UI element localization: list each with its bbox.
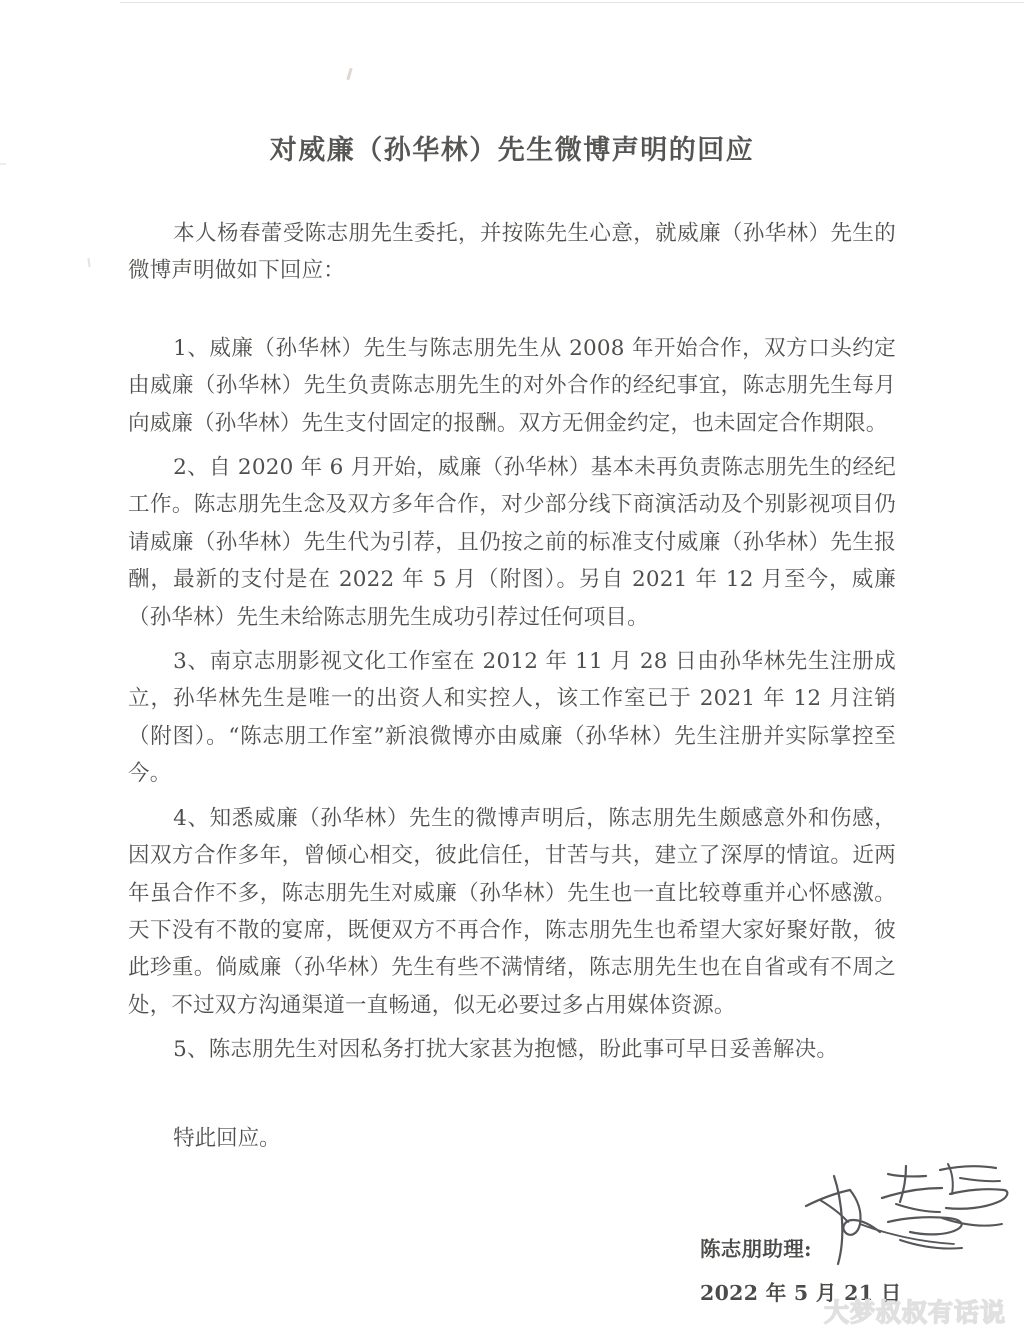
numbered-item-3: 3、南京志朋影视文化工作室在 2012 年 11 月 28 日由孙华林先生注册成立，孙华林先生是唯一的出资人和实控人，该工作室已于 2021 年 12 月注销（附图）。“陈志朋工作室”新浪微博亦由威廉（孙华林）先生注册并实际掌控至今。 [128, 649, 896, 787]
watermark: 大梦叔叔有话说 [823, 1298, 1006, 1327]
page-title: 对威廉（孙华林）先生微博声明的回应 [269, 135, 755, 166]
intro-paragraph: 本人杨春蕾受陈志朋先生委托，并按陈先生心意，就威廉（孙华林）先生的微博声明做如下回应： [128, 221, 896, 284]
scan-artifact [87, 258, 90, 267]
scan-artifact [346, 68, 352, 80]
closing-paragraph: 特此回应。 [173, 1126, 281, 1151]
signer-label: 陈志朋助理: [700, 1237, 812, 1261]
numbered-item-4: 4、知悉威廉（孙华林）先生的微博声明后，陈志朋先生颇感意外和伤感，因双方合作多年，曾倾心相交，彼此信任，甘苦与共，建立了深厚的情谊。近两年虽合作不多，陈志朋先生对威廉（孙华林）先生也一直比较尊重并心怀感激。天下没有不散的宴席，既便双方不再合作，陈志朋先生也希望大家好聚好散，彼此珍重。倘威廉（孙华林）先生有些不满情绪，陈志朋先生也在自省或有不周之处，不过双方沟通渠道一直畅通，似无必要过多占用媒体资源。 [128, 805, 896, 1018]
signature-date: 2022 年 5 月 21 日 [700, 1281, 902, 1305]
numbered-item-5: 5、陈志朋先生对因私务打扰大家甚为抱憾，盼此事可早日妥善解决。 [173, 1037, 839, 1063]
numbered-item-1: 1、威廉（孙华林）先生与陈志朋先生从 2008 年开始合作，双方口头约定由威廉（孙华林）先生负责陈志朋先生的对外合作的经纪事宜，陈志朋先生每月向威廉（孙华林）先生支付固定的报酬。双方无佣金约定，也未固定合作期限。 [128, 335, 896, 436]
document-body [128, 215, 896, 1069]
numbered-item-2: 2、自 2020 年 6 月开始，威廉（孙华林）基本未再负责陈志朋先生的经纪工作。陈志朋先生念及双方多年合作，对少部分线下商演活动及个别影视项目仍请威廉（孙华林）先生代为引荐，且仍按之前的标准支付威廉（孙华林）先生报酬，最新的支付是在 2022 年 5 月（附图）。另自 2021 年 12 月至今，威廉（孙华林）先生未给陈志朋先生成功引荐过任何项目。 [128, 455, 896, 630]
scan-edge-line [120, 2, 1024, 3]
